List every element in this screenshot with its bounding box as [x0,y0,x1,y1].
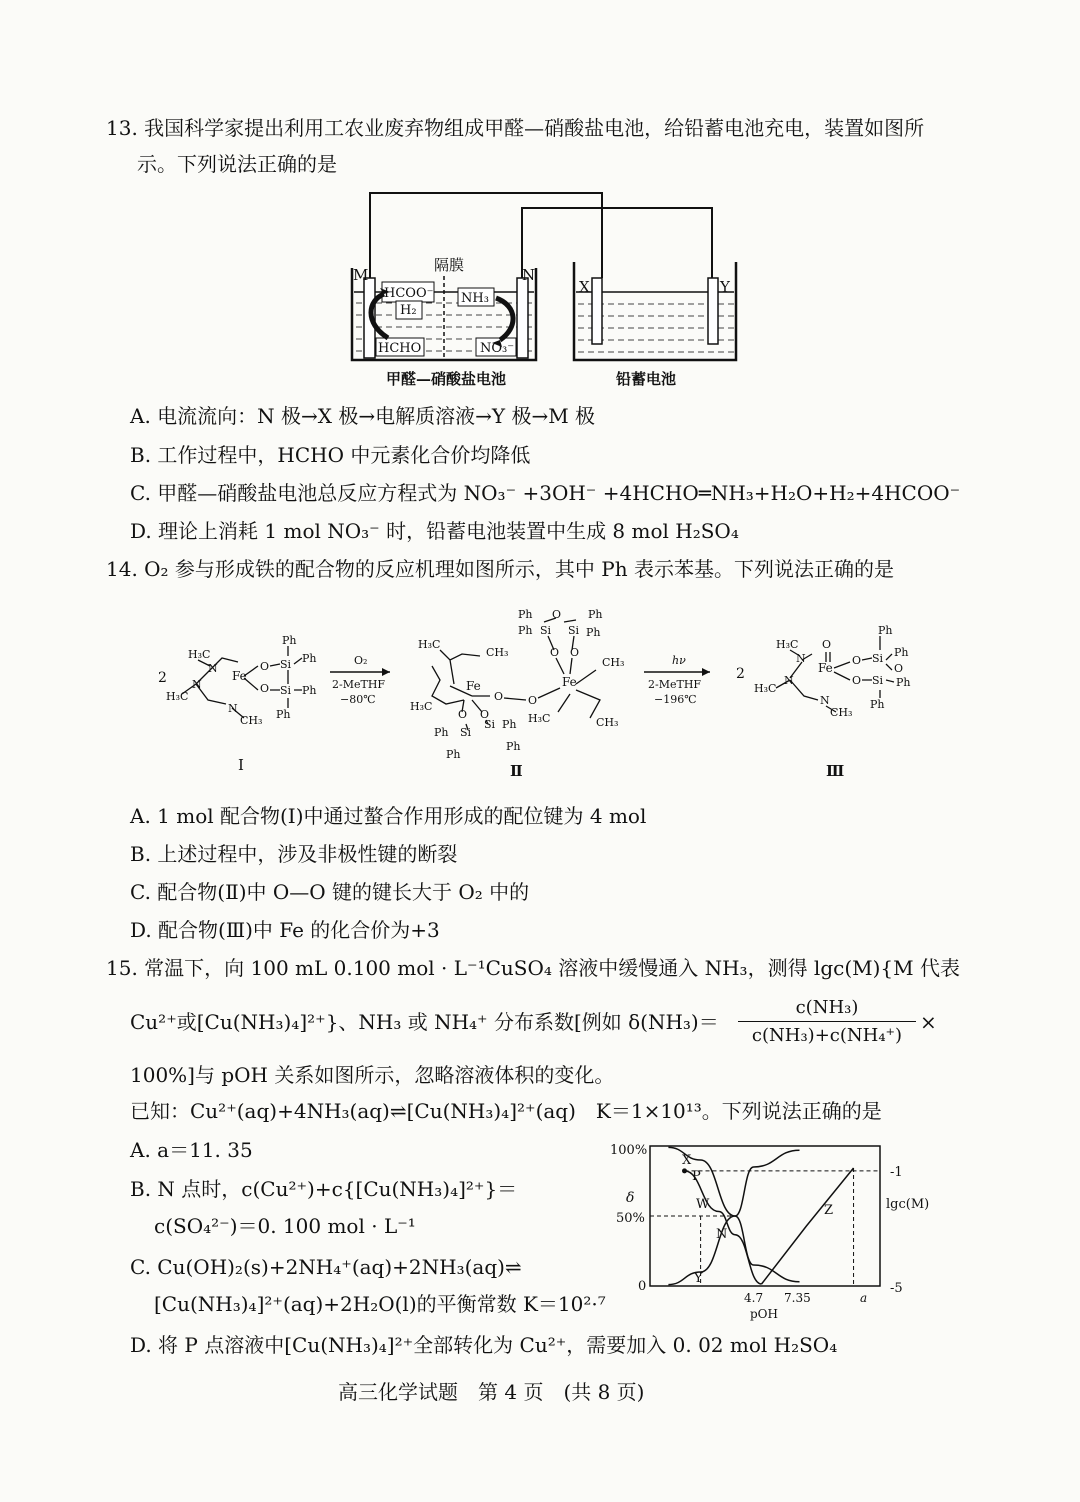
i-o-top: O [260,660,270,673]
i-ph-4: Ph [276,708,291,721]
page-footer: 高三化学试题 第 4 页 (共 8 页) [338,1380,645,1404]
iii-h3c-top: H₃C [776,638,799,651]
ii-ph-4: Ph [586,626,601,639]
i-ph-3: Ph [302,684,317,697]
species-no3: NO₃⁻ [480,341,515,356]
q15-option-d: D. 将 P 点溶液中[Cu(NH₃)₄]²⁺全部转化为 Cu²⁺，需要加入 0. 02 mol H₂SO₄ [130,1333,838,1357]
ii-si-1: Si [540,624,552,637]
series-line-z [762,1168,854,1284]
x-axis-label: pOH [750,1307,778,1321]
label-ii: Ⅱ [510,762,523,780]
ii-ch3-3: CH₃ [596,716,619,729]
coef-right: 2 [736,666,745,682]
ii-h3c-2: H₃C [410,700,433,713]
q13-option-a: A. 电流流向：N 极→X 极→电解质溶液→Y 极→M 极 [130,404,596,428]
caption-lead-battery: 铅蓄电池 [616,370,677,388]
arrow1-solvent: 2-MeTHF [332,678,386,691]
iii-ch3: CH₃ [830,706,853,719]
q13-option-c: C. 甲醛—硝酸盐电池总反应方程式为 NO₃⁻ +3OH⁻ +4HCHO═NH₃+H₂O+H₂+4HCOO⁻ [130,481,961,505]
q14-stem: 14. O₂ 参与形成铁的配合物的反应机理如图所示，其中 Ph 表示苯基。下列说法正确的是 [106,557,894,581]
q13-stem-line1: 13. 我国科学家提出利用工农业废弃物组成甲醛—硝酸盐电池，给铅蓄电池充电，装置如图所 [106,116,925,140]
ii-si-4: Si [484,718,496,731]
i-h3c-top: H₃C [188,648,211,661]
i-o-bottom: O [260,682,270,695]
q14-option-d: D. 配合物(Ⅲ)中 Fe 的化合价为+3 [130,918,440,942]
iii-ph-1: Ph [878,624,893,637]
q13-stem-line2: 示。下列说法正确的是 [137,152,337,176]
ii-o-6: O [480,708,490,721]
arrow1-temp: −80℃ [340,693,376,706]
iii-n-bottom: N [820,694,830,707]
iii-n-top: N [796,652,806,665]
q13-option-d: D. 理论上消耗 1 mol NO₃⁻ 时，铅蓄电池装置中生成 8 mol H₂SO₄ [130,519,739,543]
ii-o-3: O [550,646,560,659]
arrow2-solvent: 2-MeTHF [648,678,702,691]
iii-h3c-left: H₃C [754,682,777,695]
q15-option-a: A. a＝11. 35 [130,1138,253,1162]
series-line-y [668,1150,799,1284]
ii-si-3: Si [460,726,472,739]
delta-fraction [738,997,916,1046]
q15-stem-line1: 15. 常温下，向 100 mL 0.100 mol · L⁻¹CuSO₄ 溶液中缓慢通入 NH₃，测得 lgc(M){M 代表 [106,956,960,980]
times-sign: × [920,1010,937,1034]
x-tick-4-7: 4.7 [744,1291,764,1305]
label-iii: Ⅲ [826,762,845,780]
species-hcoo: HCOO⁻ [384,286,434,301]
arrow1-reagent: O₂ [354,654,368,667]
ii-ph-5: Ph [434,726,449,739]
label-i: Ⅰ [238,756,244,774]
i-ph-2: Ph [302,652,317,665]
y-right-tick-minus5: -5 [890,1281,903,1296]
q15-option-b-line2: c(SO₄²⁻)＝0. 100 mol · L⁻¹ [154,1214,416,1238]
y-right-tick-minus1: -1 [890,1165,903,1180]
electrode-n-label: N [522,266,536,284]
iii-n-left: N [784,674,794,687]
q15-stem-line2: Cu²⁺或[Cu(NH₃)₄]²⁺}、NH₃ 或 NH₄⁺ 分布系数[例如 δ(NH₃)＝ [130,1010,719,1034]
ii-ch3-1: CH₃ [486,646,509,659]
ii-ph-3: Ph [518,624,533,637]
i-n-left: N [192,678,202,691]
i-n-bottom: N [228,702,238,715]
q15-option-c-line2: [Cu(NH₃)₄]²⁺(aq)+2H₂O(l)的平衡常数 K＝10²·⁷ [154,1292,606,1316]
i-fe: Fe [232,669,247,683]
y-left-tick-50: 50% [616,1211,645,1226]
ii-fe-right: Fe [562,675,577,689]
i-si-bottom: Si [280,684,292,697]
q14-option-c: C. 配合物(Ⅱ)中 O—O 键的键长大于 O₂ 中的 [130,880,530,904]
iii-ph-4: Ph [870,698,885,711]
ii-h3c-3: H₃C [528,712,551,725]
y-left-tick-100: 100% [610,1143,648,1158]
q15-known: 已知：Cu²⁺(aq)+4NH₃(aq)⇌[Cu(NH₃)₄]²⁺(aq) K＝1×10¹³。下列说法正确的是 [130,1099,882,1123]
ii-o-4: O [570,646,580,659]
electrode-x-label: X [579,278,590,296]
i-si-top: Si [280,658,292,671]
curve-label-w: W [696,1197,710,1212]
q13-battery-diagram [340,188,740,393]
species-hcho: HCHO [378,341,422,356]
i-ch3: CH₃ [240,714,263,727]
ii-ph-7: Ph [446,748,461,761]
arrow2-light: hν [672,654,686,667]
ii-fe-left: Fe [466,679,481,693]
curve-label-y: Y [694,1271,703,1286]
coef-left: 2 [158,670,167,686]
curve-label-x: X [682,1153,692,1168]
x-tick-7-35: 7.35 [784,1291,811,1305]
iii-si-top: Si [872,652,884,665]
iii-ph-3: Ph [896,676,911,689]
fraction-denominator: c(NH₃)+c(NH₄⁺) [751,1025,903,1046]
y-left-label: δ [626,1190,635,1206]
iii-fe: Fe [818,661,833,675]
i-h3c-left: H₃C [166,690,189,703]
iii-ph-2: Ph [894,646,909,659]
q13-option-b: B. 工作过程中，HCHO 中元素化合价均降低 [130,443,531,467]
q14-option-b: B. 上述过程中，涉及非极性键的断裂 [130,842,458,866]
species-h2: H₂ [400,303,417,318]
ii-h3c-1: H₃C [418,638,441,651]
arrow2-temp: −196℃ [654,693,697,706]
q15-chart [600,1136,950,1326]
curve-label-z: Z [824,1203,834,1218]
electrode-m-label: M [353,266,369,284]
q15-stem-line3: 100%]与 pOH 关系如图所示，忽略溶液体积的变化。 [130,1063,615,1087]
q15-option-b-line1: B. N 点时，c(Cu²⁺)+c{[Cu(NH₃)₄]²⁺}＝ [130,1177,518,1201]
ii-o-bridge-2: O [528,694,538,707]
iii-si-bottom: Si [872,674,884,687]
ii-si-2: Si [568,624,580,637]
iii-o-bottom: O [852,674,862,687]
i-n-top: N [208,662,218,675]
iii-o-oxo: O [822,638,832,651]
ii-ph-2: Ph [588,608,603,621]
y-right-label: lgc(M) [886,1197,930,1212]
y-left-tick-0: 0 [638,1279,647,1294]
ii-ch3-2: CH₃ [602,656,625,669]
ii-o-top: O [552,608,562,621]
q14-option-a: A. 1 mol 配合物(Ⅰ)中通过螯合作用形成的配位键为 4 mol [130,804,647,828]
species-nh3: NH₃ [461,291,489,306]
point-label-n: N [716,1227,728,1242]
ii-ph-6: Ph [502,718,517,731]
ii-o-bridge-1: O [494,690,504,703]
ii-o-5: O [458,708,468,721]
q15-option-c-line1: C. Cu(OH)₂(s)+2NH₄⁺(aq)+2NH₃(aq)⇌ [130,1255,522,1279]
ii-ph-8: Ph [506,740,521,753]
fraction-numerator: c(NH₃) [738,997,916,1022]
x-tick-a: a [860,1291,868,1305]
electrode-y-label: Y [720,278,730,296]
point-label-p: P [692,1169,701,1184]
i-ph-1: Ph [282,634,297,647]
ii-ph-1: Ph [518,608,533,621]
iii-o-ring: O [894,662,904,675]
caption-fuel-cell: 甲醛—硝酸盐电池 [386,370,507,388]
membrane-label: 隔膜 [434,256,465,274]
iii-o-top: O [852,654,862,667]
q14-mechanism-diagram [150,600,940,790]
